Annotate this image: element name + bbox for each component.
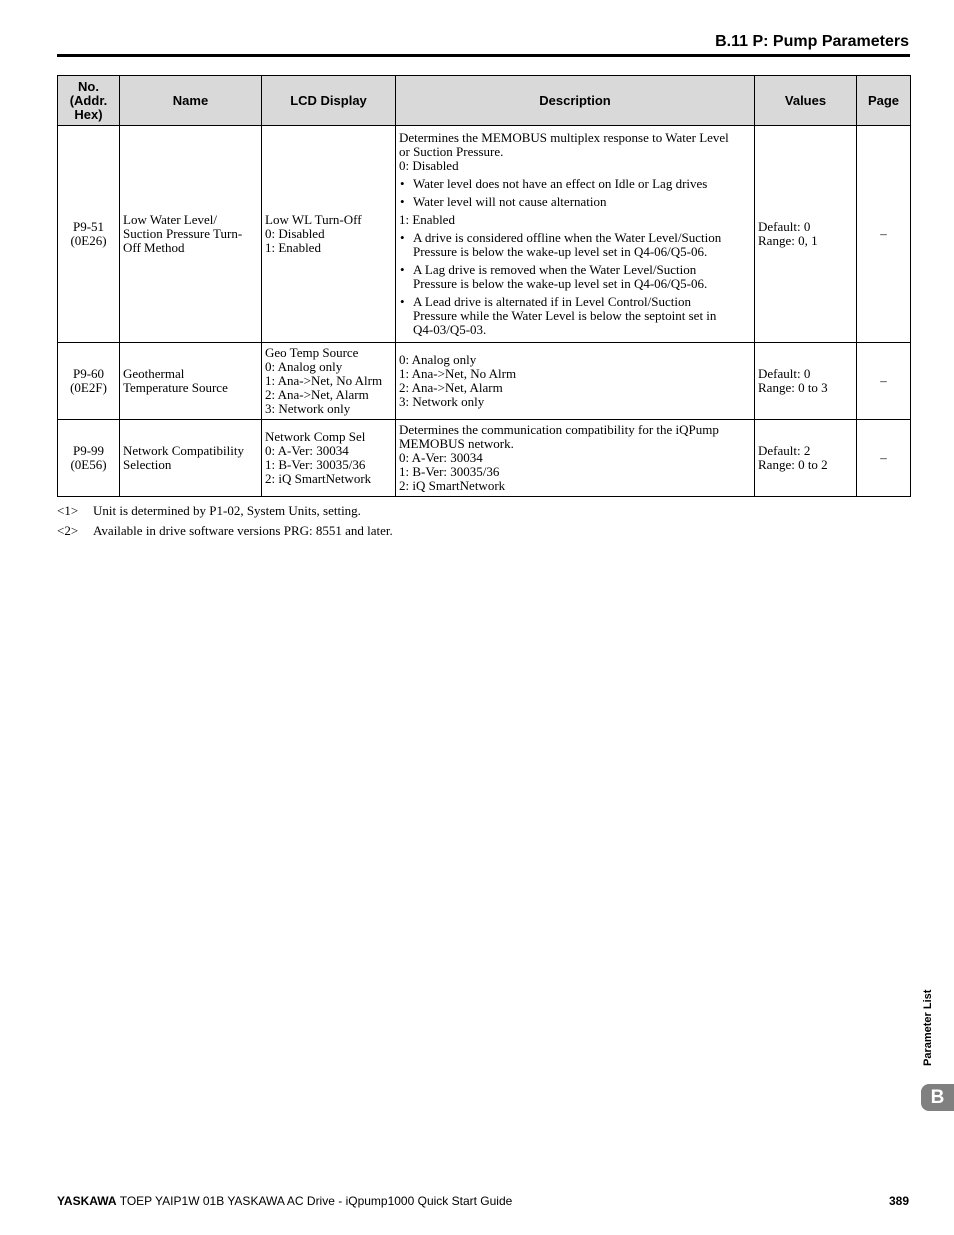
footnote-text: Available in drive software versions PRG: 8551 and later. <box>93 523 393 538</box>
page-cell: – <box>857 420 911 497</box>
table-header-row <box>58 76 911 126</box>
bullet-item: • Water level will not cause alternation <box>400 194 607 209</box>
section-title: B.11 P: Pump Parameters <box>715 33 909 50</box>
lcd-display-cell: Geo Temp Source 0: Analog only 1: Ana->Net, No Alrm 2: Ana->Net, Alarm 3: Network only <box>262 343 396 420</box>
footer-brand: YASKAWA <box>57 1194 117 1208</box>
column-header-name: Name <box>120 76 262 126</box>
lcd-display-cell: Low WL Turn-Off 0: Disabled 1: Enabled <box>262 126 396 343</box>
bullet-item: • A Lead drive is alternated if in Level Control/Suction Pressure while the Water Level is below the septoint set in Q4-03/Q5-03. <box>400 294 717 337</box>
side-section-label: Parameter List <box>922 989 934 1066</box>
param-number-cell: P9-60 (0E2F) <box>58 343 120 420</box>
table-row <box>58 343 911 420</box>
param-number-cell: P9-99 (0E56) <box>58 420 120 497</box>
footnote <box>57 524 393 538</box>
param-name-cell: Low Water Level/ Suction Pressure Turn- Off Method <box>120 126 262 343</box>
table-row <box>58 420 911 497</box>
values-cell: Default: 0 Range: 0 to 3 <box>755 343 857 420</box>
column-header-values: Values <box>755 76 857 126</box>
appendix-tab: B <box>921 1084 954 1111</box>
footnote-number: <2> <box>57 523 79 538</box>
page-cell: – <box>857 343 911 420</box>
bullet-item: • Water level does not have an effect on Idle or Lag drives <box>400 176 708 191</box>
footnote <box>57 504 393 518</box>
column-header-lcd-display: LCD Display <box>262 76 396 126</box>
footnote-text: Unit is determined by P1-02, System Units, setting. <box>93 503 361 518</box>
column-header-no: No. (Addr. Hex) <box>58 76 120 126</box>
values-cell: Default: 0 Range: 0, 1 <box>755 126 857 343</box>
param-number-cell: P9-51 (0E26) <box>58 126 120 343</box>
footer <box>57 1194 512 1208</box>
header-rule <box>57 54 910 57</box>
param-name-cell: Geothermal Temperature Source <box>120 343 262 420</box>
page-number: 389 <box>888 1194 909 1208</box>
description-cell: 0: Analog only 1: Ana->Net, No Alrm 2: Ana->Net, Alarm 3: Network only <box>396 343 755 420</box>
parameter-table <box>57 75 911 497</box>
description-cell: Determines the communication compatibility for the iQPump MEMOBUS network. 0: A-Ver: 30034 1: B-Ver: 30035/36 2: iQ SmartNetwork <box>396 420 755 497</box>
bullet-item: • A drive is considered offline when the Water Level/Suction Pressure is below the wake-up level set in Q4-06/Q5-06. <box>400 230 722 259</box>
footnote-number: <1> <box>57 503 79 518</box>
footnotes <box>57 504 393 544</box>
page-cell: – <box>857 126 911 343</box>
lcd-display-cell: Network Comp Sel 0: A-Ver: 30034 1: B-Ver: 30035/36 2: iQ SmartNetwork <box>262 420 396 497</box>
column-header-description: Description <box>396 76 755 126</box>
param-name-cell: Network Compatibility Selection <box>120 420 262 497</box>
description-cell: Determines the MEMOBUS multiplex response to Water Level or Suction Pressure. 0: Disabled • Water level does not have an effect on Idle or Lag drives • Water level will not cause alternation 1: Enabled • A drive is considered offline when the Water Level/Suction Pressure is below the wake-up level set in Q4-06/Q5-06. • A Lag drive is removed when the Water Level/Suction Pressure is below the wake-up level set in Q4-06/Q5-06. • A Lead drive is alternated if in Level Control/Suction Pressure while the Water Level is below the septoint set in Q4-03/Q5-03. <box>396 126 755 343</box>
footer-doc-title: TOEP YAIP1W 01B YASKAWA AC Drive - iQpump1000 Quick Start Guide <box>119 1194 513 1208</box>
table-row <box>58 126 911 343</box>
column-header-page: Page <box>857 76 911 126</box>
bullet-item: • A Lag drive is removed when the Water Level/Suction Pressure is below the wake-up level set in Q4-06/Q5-06. <box>400 262 708 291</box>
values-cell: Default: 2 Range: 0 to 2 <box>755 420 857 497</box>
